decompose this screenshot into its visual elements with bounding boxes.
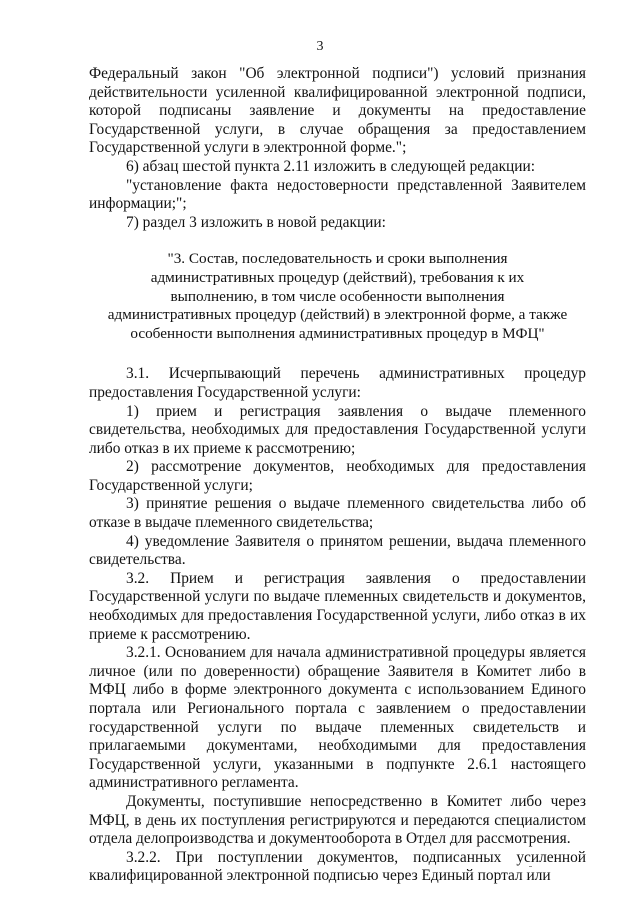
section-heading: "3. Состав, последовательность и сроки выполнения административных процедур (действий), требования к их выполнению, в том числе особенности выполнения административных процедур (действий) в электронной форме, а также особенности выполнения административных процедур в МФЦ" [107, 250, 568, 342]
list-item-3: 3) принятие решения о выдаче племенного свидетельства либо об отказе в выдаче племенного свидетельства; [89, 495, 586, 532]
document-body [89, 65, 586, 886]
paragraph-3-1: 3.1. Исчерпывающий перечень административных процедур предоставления Государственной услуги: [89, 365, 586, 401]
list-item-2: 2) рассмотрение документов, необходимых для предоставления Государственной услуги; [89, 458, 586, 494]
list-item-4: 4) уведомление Заявителя о принятом решении, выдача племенного свидетельства. [89, 532, 586, 569]
paragraph-3-2-1: 3.2.1. Основанием для начала административной процедуры является личное (или по доверенности) обращение Заявителя в Комитет либо в МФЦ либо в форме электронного документа с использованием Единого портала или Регионального портала с заявлением о предоставлении государственной услуги по выдаче племенных свидетельств и прилагаемыми документами, необходимыми для предоставления Государственной услуги, указанными в подпункте 2.6.1 настоящего административного регламента. [89, 644, 586, 792]
paragraph-3-2-2: 3.2.2. При поступлении документов, подписанных усиленной квалифицированной электронной подписью через Единый портал или [89, 848, 586, 885]
list-item-1: 1) прием и регистрация заявления о выдаче племенного свидетельства, необходимых для предоставления Государственной услуги либо отказ в их приеме к рассмотрению; [89, 402, 586, 457]
page-number: 3 [316, 39, 324, 54]
paragraph-federal-law: Федеральный закон "Об электронной подписи") условий признания действительности усиленной квалифицированной электронной подписи, которой подписаны заявление и документы на предоставление Государственной услуги, в случае обращения за предоставлением Государственной услуги в электронной форме."; [89, 65, 586, 157]
paragraph-documents: Документы, поступившие непосредственно в Комитет либо через МФЦ, в день их поступления регистрируются и передаются специалистом отдела делопроизводства и документооборота в Отдел для рассмотрения. [89, 792, 586, 848]
scan-mark [529, 866, 532, 867]
paragraph-item-7: 7) раздел 3 изложить в новой редакции: [126, 213, 386, 231]
paragraph-item-6-text: "установление факта недостоверности представленной Заявителем информации;"; [89, 176, 586, 213]
paragraph-item-6: 6) абзац шестой пункта 2.11 изложить в следующей редакции: [126, 157, 536, 175]
paragraph-3-2: 3.2. Прием и регистрация заявления о предоставлении Государственной услуги по выдаче племенных свидетельств и документов, необходимых для предоставления Государственной услуги, либо отказ в их приеме к рассмотрению. [89, 569, 586, 643]
